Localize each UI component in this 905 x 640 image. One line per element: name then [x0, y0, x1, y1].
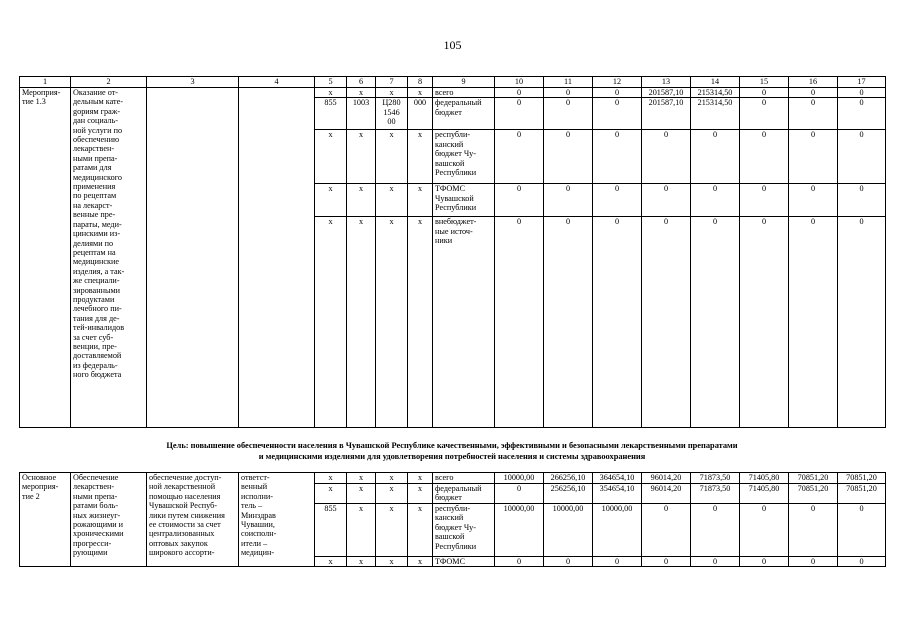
page-number: 105	[443, 38, 462, 52]
target-article-cell: x	[376, 473, 408, 484]
grbs-cell: 855	[315, 504, 347, 557]
value-cell: 0	[691, 557, 740, 567]
value-cell: 0	[544, 557, 593, 567]
section-cell: x	[347, 484, 376, 504]
grbs-cell: x	[315, 557, 347, 567]
expense-type-cell: x	[408, 484, 433, 504]
value-cell: 0	[495, 217, 544, 428]
value-cell: 0	[740, 504, 789, 557]
section-cell: x	[347, 217, 376, 428]
value-cell: 10000,00	[544, 504, 593, 557]
col-header: 4	[239, 77, 315, 88]
section-cell: x	[347, 504, 376, 557]
value-cell: 71405,80	[740, 484, 789, 504]
goal-line: и медицинскими изделиями для удовлетворения потребностей населения и системы здравоохранения	[258, 451, 646, 461]
value-cell: 256256,10	[544, 484, 593, 504]
col-header: 14	[691, 77, 740, 88]
value-cell: 215314,50	[691, 98, 740, 130]
value-cell: 0	[789, 130, 838, 184]
value-cell: 0	[740, 88, 789, 98]
target-cell: обеспечение доступ- ной лекарственной помощью населения Чувашской Респуб- лики путем снижения ее стоимости за счет централизованных оптовых закупок широкого ассорти-	[147, 473, 239, 567]
value-cell: 0	[789, 217, 838, 428]
funding-source-cell: ТФОМС	[433, 557, 495, 567]
target-article-cell: x	[376, 484, 408, 504]
value-cell: 71873,50	[691, 473, 740, 484]
event-name-cell: Обеспечение лекарствен- ными препа- ратами боль- ных жизнеуг- рожающими и хроническими прогресси- рующими	[71, 473, 147, 567]
col-header: 2	[71, 77, 147, 88]
col-header: 10	[495, 77, 544, 88]
value-cell: 0	[544, 217, 593, 428]
funding-source-cell: республи- канский бюджет Чу- вашской Республики	[433, 130, 495, 184]
event-name-cell: Оказание от- дельным кате- gориям граж- дан социаль- ной услуги по обеспечению лекарствен- ными препа- ратами для медицинского применения по рецептам на лекарст- венные пре- параты, меди- цинскими из- делиями по рецептам на медицинские изделия, а так- же специали- зированными продуктами лечебного пи- тания для де- тей-инвалидов за счет суб- венции, пре- доставляемой из федераль- ного бюджета	[71, 88, 147, 428]
value-cell: 0	[740, 557, 789, 567]
value-cell: 0	[495, 98, 544, 130]
value-cell: 0	[544, 88, 593, 98]
value-cell: 0	[495, 557, 544, 567]
col-header: 7	[376, 77, 408, 88]
value-cell: 0	[838, 88, 886, 98]
target-article-cell: x	[376, 184, 408, 217]
value-cell: 0	[642, 557, 691, 567]
value-cell: 201587,10	[642, 98, 691, 130]
section-cell: x	[347, 557, 376, 567]
value-cell: 0	[495, 484, 544, 504]
grbs-cell: x	[315, 473, 347, 484]
section-cell: x	[347, 473, 376, 484]
funding-source-cell: ТФОМС Чувашской Республики	[433, 184, 495, 217]
value-cell: 0	[642, 217, 691, 428]
value-cell: 0	[691, 217, 740, 428]
value-cell: 0	[593, 217, 642, 428]
executor-cell: ответст- венный исполни- тель – Минздрав Чувашии, соисполн- ители – медицин-	[239, 473, 315, 567]
value-cell: 0	[691, 184, 740, 217]
value-cell: 0	[642, 184, 691, 217]
value-cell: 70851,20	[789, 484, 838, 504]
event-cell: Мероприя- тие 1.3	[20, 88, 71, 428]
value-cell: 10000,00	[593, 504, 642, 557]
col-header: 13	[642, 77, 691, 88]
value-cell: 0	[789, 557, 838, 567]
col-header: 5	[315, 77, 347, 88]
col-header: 9	[433, 77, 495, 88]
target-article-cell: Ц280 1546 00	[376, 98, 408, 130]
funding-source-cell: всего	[433, 473, 495, 484]
executor-cell	[239, 88, 315, 428]
value-cell: 96014,20	[642, 484, 691, 504]
value-cell: 0	[593, 98, 642, 130]
col-header: 15	[740, 77, 789, 88]
value-cell: 70851,20	[838, 473, 886, 484]
value-cell: 0	[789, 88, 838, 98]
header-row	[20, 77, 886, 88]
value-cell: 0	[838, 217, 886, 428]
expense-type-cell: x	[408, 557, 433, 567]
value-cell: 0	[544, 98, 593, 130]
col-header: 1	[20, 77, 71, 88]
target-article-cell: x	[376, 557, 408, 567]
target-article-cell: x	[376, 504, 408, 557]
target-cell	[147, 88, 239, 428]
grbs-cell: x	[315, 217, 347, 428]
value-cell: 0	[544, 184, 593, 217]
expense-type-cell: 000	[408, 98, 433, 130]
value-cell: 201587,10	[642, 88, 691, 98]
value-cell: 0	[593, 88, 642, 98]
value-cell: 71405,80	[740, 473, 789, 484]
value-cell: 70851,20	[838, 484, 886, 504]
value-cell: 0	[691, 130, 740, 184]
value-cell: 0	[593, 130, 642, 184]
funding-source-cell: внебюджет- ные источ- ники	[433, 217, 495, 428]
value-cell: 0	[838, 130, 886, 184]
section-cell: 1003	[347, 98, 376, 130]
goal-heading	[19, 441, 885, 462]
value-cell: 71873,50	[691, 484, 740, 504]
col-header: 17	[838, 77, 886, 88]
value-cell: 70851,20	[789, 473, 838, 484]
col-header: 16	[789, 77, 838, 88]
expense-type-cell: x	[408, 473, 433, 484]
value-cell: 354654,10	[593, 484, 642, 504]
target-article-cell: x	[376, 130, 408, 184]
value-cell: 0	[495, 88, 544, 98]
grbs-cell: x	[315, 130, 347, 184]
grbs-cell: x	[315, 484, 347, 504]
section-cell: x	[347, 130, 376, 184]
section-cell: x	[347, 184, 376, 217]
expense-type-cell: x	[408, 88, 433, 98]
value-cell: 0	[593, 557, 642, 567]
event-cell: Основное мероприя- тие 2	[20, 473, 71, 567]
value-cell: 0	[544, 130, 593, 184]
goal-line: Цель: повышение обеспеченности населения в Чувашской Республике качественными, эффективными и безопасными лекарственными препаратами	[166, 441, 738, 450]
expense-type-cell: x	[408, 184, 433, 217]
funding-source-cell: республи- канский бюджет Чу- вашской Республики	[433, 504, 495, 557]
value-cell: 364654,10	[593, 473, 642, 484]
table-row	[20, 88, 886, 98]
value-cell: 0	[789, 184, 838, 217]
expense-type-cell: x	[408, 504, 433, 557]
value-cell: 10000,00	[495, 473, 544, 484]
value-cell: 215314,50	[691, 88, 740, 98]
value-cell: 0	[740, 217, 789, 428]
value-cell: 0	[642, 504, 691, 557]
funding-source-cell: всего	[433, 88, 495, 98]
funding-source-cell: федеральный бюджет	[433, 484, 495, 504]
value-cell: 96014,20	[642, 473, 691, 484]
expense-type-cell: x	[408, 217, 433, 428]
col-header: 12	[593, 77, 642, 88]
value-cell: 0	[495, 130, 544, 184]
value-cell: 0	[838, 98, 886, 130]
col-header: 3	[147, 77, 239, 88]
col-header: 8	[408, 77, 433, 88]
funding-source-cell: федеральный бюджет	[433, 98, 495, 130]
grbs-cell: 855	[315, 98, 347, 130]
grbs-cell: x	[315, 88, 347, 98]
target-article-cell: x	[376, 217, 408, 428]
section-cell: x	[347, 88, 376, 98]
table-row	[20, 473, 886, 484]
program-table-block-2	[19, 472, 886, 567]
value-cell: 0	[789, 98, 838, 130]
value-cell: 0	[691, 504, 740, 557]
grbs-cell: x	[315, 184, 347, 217]
value-cell: 0	[789, 504, 838, 557]
value-cell: 0	[740, 184, 789, 217]
program-table-block-1	[19, 76, 886, 428]
value-cell: 266256,10	[544, 473, 593, 484]
value-cell: 0	[838, 557, 886, 567]
value-cell: 0	[642, 130, 691, 184]
value-cell: 0	[495, 184, 544, 217]
value-cell: 0	[838, 504, 886, 557]
col-header: 11	[544, 77, 593, 88]
value-cell: 0	[838, 184, 886, 217]
col-header: 6	[347, 77, 376, 88]
value-cell: 0	[740, 130, 789, 184]
value-cell: 0	[740, 98, 789, 130]
value-cell: 10000,00	[495, 504, 544, 557]
expense-type-cell: x	[408, 130, 433, 184]
target-article-cell: x	[376, 88, 408, 98]
value-cell: 0	[593, 184, 642, 217]
